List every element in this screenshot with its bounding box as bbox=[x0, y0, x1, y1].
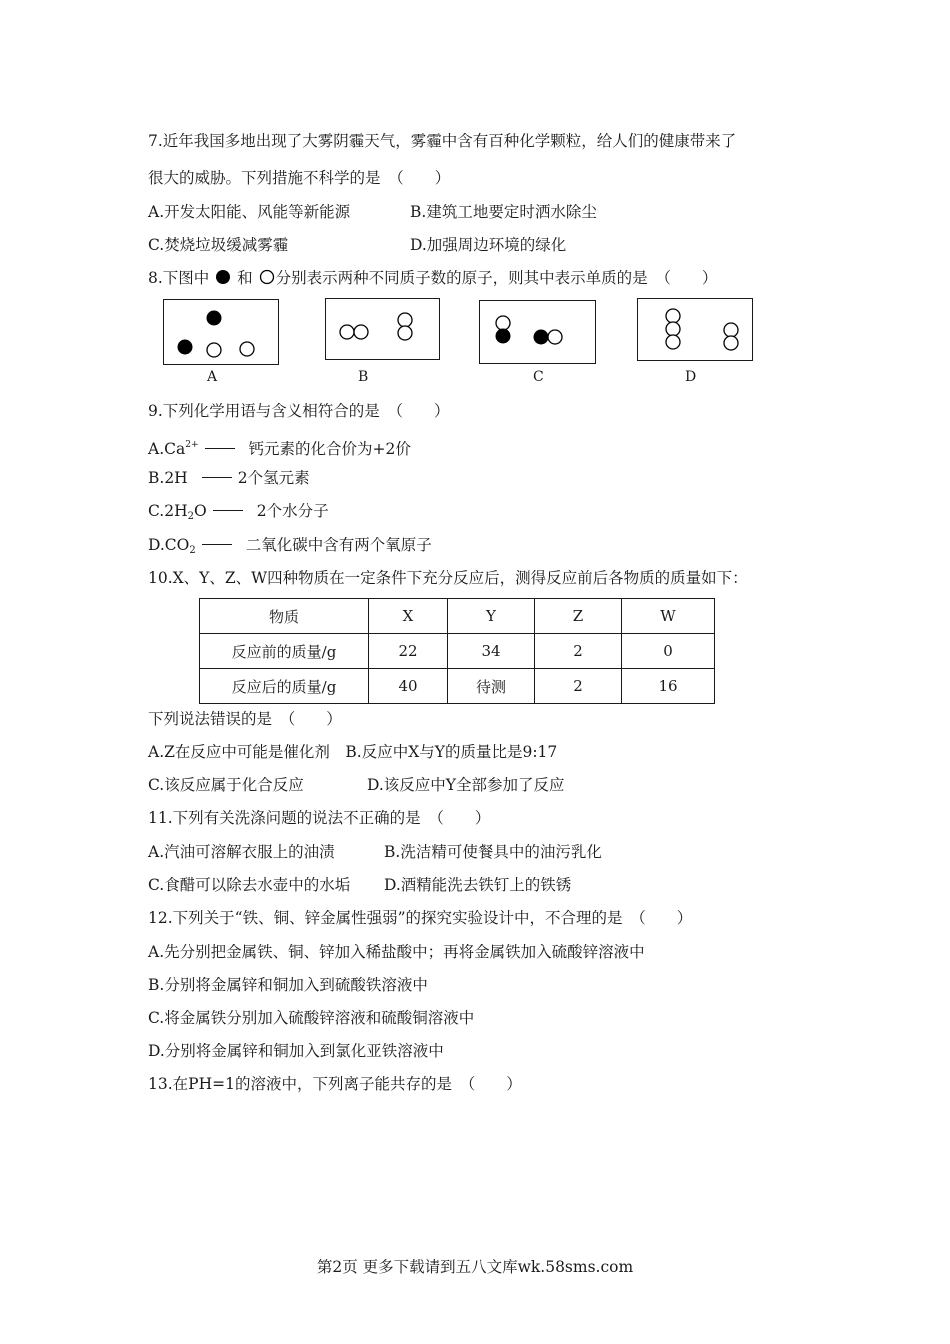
table-cell: 16 bbox=[622, 669, 715, 704]
diagram-d bbox=[637, 298, 753, 361]
table-cell: 反应前的质量/g bbox=[200, 634, 369, 669]
diagram-b-atoms bbox=[326, 299, 439, 359]
q9-c-meaning: 2个水分子 bbox=[256, 502, 329, 520]
table-row bbox=[200, 634, 715, 669]
table-cell: 待测 bbox=[448, 669, 535, 704]
q9-option-c bbox=[148, 501, 329, 527]
table-cell: 34 bbox=[448, 634, 535, 669]
q9-d-formula: D.CO bbox=[148, 536, 190, 554]
dash bbox=[202, 544, 232, 545]
q7-option-c: C.焚烧垃圾缓减雾霾 bbox=[148, 236, 289, 254]
diagram-b bbox=[325, 298, 440, 360]
table-cell: 22 bbox=[369, 634, 448, 669]
q9-option-b bbox=[148, 468, 310, 488]
q9-d-meaning: 二氧化碳中含有两个氧原子 bbox=[245, 536, 432, 554]
table-header-cell: W bbox=[622, 599, 715, 634]
table-cell: 40 bbox=[369, 669, 448, 704]
q8-stem-and: 和 bbox=[237, 269, 253, 287]
q11-stem: 11.下列有关洗涤问题的说法不正确的是 （ ） bbox=[148, 809, 491, 827]
q9-c-formula-end: O bbox=[194, 502, 207, 520]
table-header-row bbox=[200, 599, 715, 634]
q11-option-d: D.酒精能洗去铁钉上的铁锈 bbox=[384, 876, 572, 894]
q9-a-superscript: 2+ bbox=[185, 440, 199, 450]
q9-b-meaning: 2个氢元素 bbox=[237, 469, 310, 487]
diagram-d-label: D bbox=[685, 369, 697, 385]
q8-stem-pre: 8.下图中 bbox=[148, 269, 210, 287]
table-cell: 反应后的质量/g bbox=[200, 669, 369, 704]
diagram-d-atoms bbox=[638, 299, 752, 360]
q9-c-formula: C.2H bbox=[148, 502, 188, 520]
q10-stem: 10.X、Y、Z、W四种物质在一定条件下充分反应后，测得反应前后各物质的质量如下： bbox=[148, 569, 748, 587]
diagram-b-label: B bbox=[358, 369, 369, 385]
q11-option-b: B.洗洁精可使餐具中的油污乳化 bbox=[384, 843, 602, 861]
diagram-a-atoms bbox=[164, 300, 278, 364]
diagram-a bbox=[163, 299, 279, 365]
q9-stem: 9.下列化学用语与含义相符合的是 （ ） bbox=[148, 402, 450, 420]
dash bbox=[202, 477, 232, 478]
q11-option-a: A.汽油可溶解衣服上的油渍 bbox=[148, 843, 335, 861]
table-header-cell: Y bbox=[448, 599, 535, 634]
diagram-c-atoms bbox=[480, 301, 595, 363]
q9-option-d bbox=[148, 535, 432, 561]
table-header-cell: 物质 bbox=[200, 599, 369, 634]
q10-question: 下列说法错误的是 （ ） bbox=[148, 710, 342, 728]
q9-c-subscript: 2 bbox=[187, 511, 194, 522]
q7-option-d: D.加强周边环境的绿化 bbox=[410, 236, 567, 254]
q9-a-formula: A.Ca bbox=[148, 440, 186, 458]
dash bbox=[205, 448, 235, 449]
table-cell: 0 bbox=[622, 634, 715, 669]
q7-option-b: B.建筑工地要定时洒水除尘 bbox=[410, 203, 597, 221]
q12-stem: 12.下列关于“铁、铜、锌金属性强弱”的探究实验设计中，不合理的是 （ ） bbox=[148, 909, 693, 927]
hollow-atom-icon bbox=[258, 269, 276, 285]
q7-option-a: A.开发太阳能、风能等新能源 bbox=[148, 203, 351, 221]
q9-option-a bbox=[148, 435, 411, 459]
table-cell: 2 bbox=[535, 634, 622, 669]
diagram-c bbox=[479, 300, 596, 364]
table-cell: 2 bbox=[535, 669, 622, 704]
q12-option-a: A.先分别把金属铁、铜、锌加入稀盐酸中；再将金属铁加入硫酸锌溶液中 bbox=[148, 943, 645, 961]
q12-option-b: B.分别将金属锌和铜加入到硫酸铁溶液中 bbox=[148, 976, 428, 994]
filled-atom-icon bbox=[214, 269, 232, 285]
q9-a-meaning: 钙元素的化合价为+2价 bbox=[248, 440, 411, 458]
q7-stem-line2: 很大的威胁。下列措施不科学的是 （ ） bbox=[148, 169, 451, 187]
q11-option-c: C.食醋可以除去水壶中的水垢 bbox=[148, 876, 351, 894]
diagram-c-label: C bbox=[533, 369, 544, 385]
q13-stem: 13.在PH=1的溶液中，下列离子能共存的是 （ ） bbox=[148, 1075, 522, 1093]
table-header-cell: X bbox=[369, 599, 448, 634]
q12-option-c: C.将金属铁分别加入硫酸锌溶液和硫酸铜溶液中 bbox=[148, 1009, 475, 1027]
q8-stem-post: 分别表示两种不同质子数的原子，则其中表示单质的是 （ ） bbox=[275, 269, 718, 287]
q10-option-d: D.该反应中Y全部参加了反应 bbox=[367, 776, 565, 794]
diagram-a-label: A bbox=[207, 369, 218, 385]
q8-stem bbox=[148, 268, 717, 288]
mass-table bbox=[199, 598, 715, 704]
page-footer: 第2页 更多下载请到五八文库wk.58sms.com bbox=[316, 1258, 634, 1276]
q9-b-formula: B.2H bbox=[148, 469, 188, 487]
table-header-cell: Z bbox=[535, 599, 622, 634]
q10-option-ab: A.Z在反应中可能是催化剂 B.反应中X与Y的质量比是9:17 bbox=[148, 743, 558, 761]
q12-option-d: D.分别将金属锌和铜加入到氯化亚铁溶液中 bbox=[148, 1042, 444, 1060]
q7-stem-line1: 7.近年我国多地出现了大雾阴霾天气，雾霾中含有百种化学颗粒，给人们的健康带来了 bbox=[148, 132, 737, 150]
q9-d-subscript: 2 bbox=[189, 545, 196, 556]
dash bbox=[213, 510, 243, 511]
table-row bbox=[200, 669, 715, 704]
q10-option-c: C.该反应属于化合反应 bbox=[148, 776, 304, 794]
